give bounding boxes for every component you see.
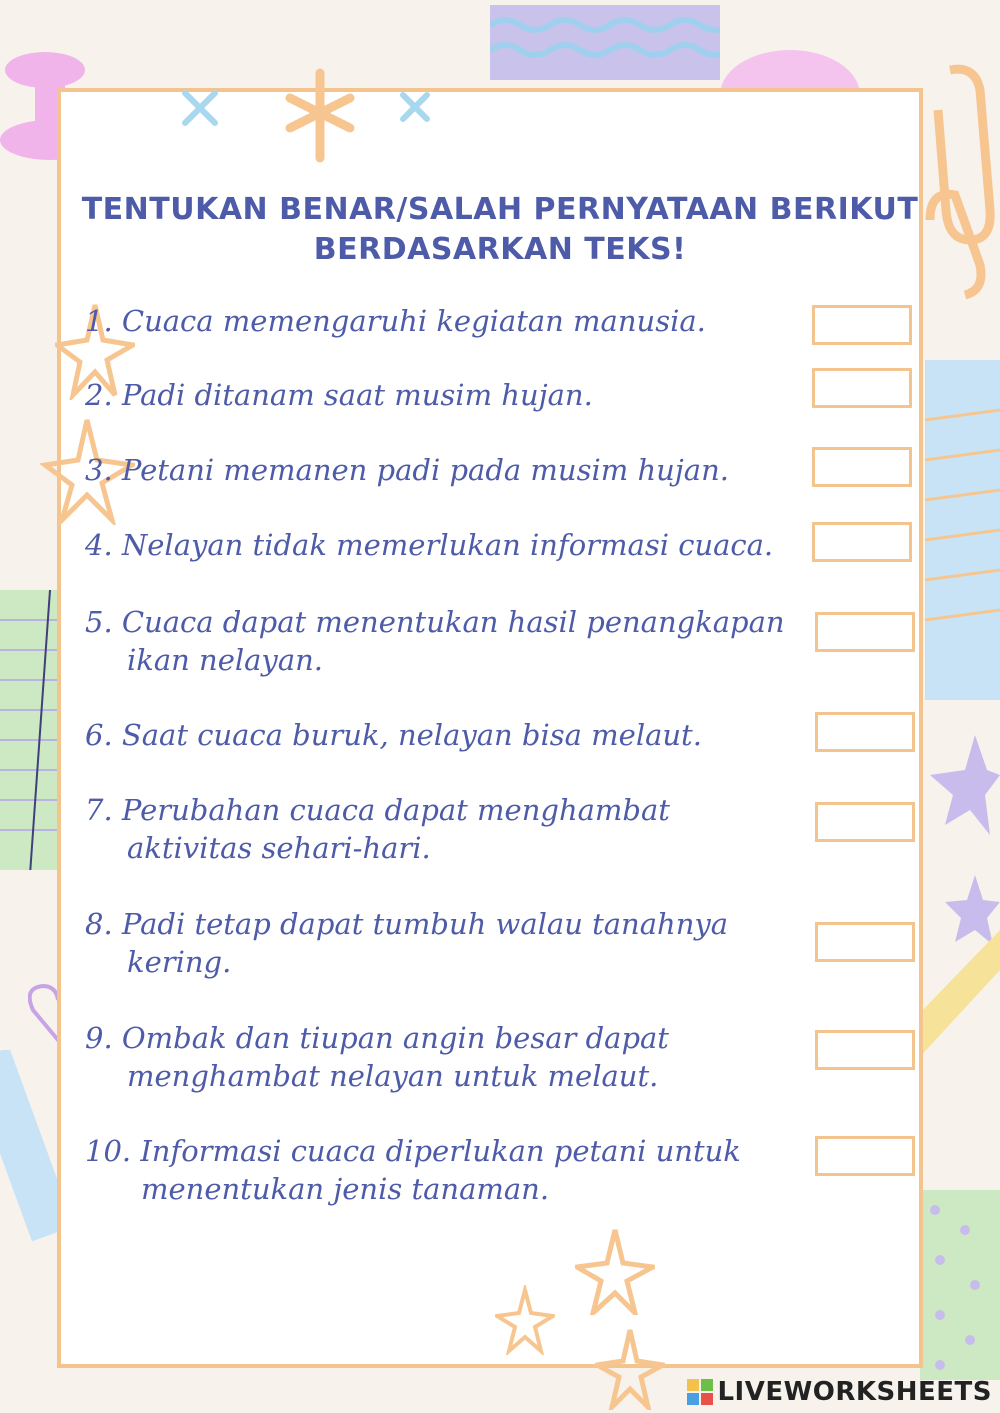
question-9: [85, 1019, 815, 1095]
liveworksheets-logo-icon: [687, 1379, 713, 1405]
question-5: [85, 603, 815, 679]
question-4: [85, 526, 815, 564]
answer-box-1[interactable]: [812, 305, 912, 345]
question-7: [85, 791, 815, 867]
paper-clip-icon: [920, 60, 1000, 300]
brand-text: LIVEWORKSHEETS: [717, 1377, 992, 1407]
title-line-1: TENTUKAN BENAR/SALAH PERNYATAAN BERIKUT: [81, 192, 919, 227]
answer-box-3[interactable]: [812, 447, 912, 487]
question-text-line-2: menghambat nelayan untuk melaut.: [127, 1059, 659, 1093]
cross-blue-1-icon: [180, 88, 220, 128]
question-text: 1. Cuaca memengaruhi kegiatan manusia.: [85, 304, 706, 338]
answer-box-6[interactable]: [815, 712, 915, 752]
question-text-line-2: menentukan jenis tanaman.: [141, 1172, 550, 1206]
question-text: 9. Ombak dan tiupan angin besar dapat: [85, 1021, 669, 1055]
star-outline-bottom-1-icon: [575, 1225, 655, 1315]
star-orange-top-icon: [285, 68, 355, 163]
star-outline-bottom-2-icon: [495, 1285, 555, 1355]
question-2: [85, 376, 815, 414]
cross-blue-2-icon: [398, 90, 432, 124]
question-text: 10. Informasi cuaca diperlukan petani untuk: [85, 1134, 741, 1168]
question-text: 6. Saat cuaca buruk, nelayan bisa melaut.: [85, 718, 702, 752]
question-text: 2. Padi ditanam saat musim hujan.: [85, 378, 593, 412]
question-10: [85, 1132, 815, 1208]
answer-box-5[interactable]: [815, 612, 915, 652]
question-text: 4. Nelayan tidak memerlukan informasi cuaca.: [85, 528, 774, 562]
question-8: [85, 905, 815, 981]
notepad-left: [0, 590, 60, 870]
answer-box-9[interactable]: [815, 1030, 915, 1070]
liveworksheets-brand[interactable]: [687, 1375, 992, 1409]
answer-box-10[interactable]: [815, 1136, 915, 1176]
question-text: 7. Perubahan cuaca dapat menghambat: [85, 793, 670, 827]
worksheet-title: [80, 190, 920, 270]
question-text-line-2: ikan nelayan.: [127, 643, 324, 677]
washi-tape-bottom-right: [920, 1190, 1000, 1380]
crayon-left: [0, 1050, 60, 1250]
star-outline-bottom-3-icon: [595, 1325, 665, 1410]
star-purple-icon: [925, 730, 1000, 840]
question-text: 3. Petani memanen padi pada musim hujan.: [85, 453, 729, 487]
question-text: 8. Padi tetap dapat tumbuh walau tanahnya: [85, 907, 729, 941]
question-text: 5. Cuaca dapat menentukan hasil penangkapan: [85, 605, 785, 639]
answer-box-4[interactable]: [812, 522, 912, 562]
question-3: [85, 451, 815, 489]
question-6: [85, 716, 815, 754]
question-text-line-2: aktivitas sehari-hari.: [127, 831, 431, 865]
answer-box-2[interactable]: [812, 368, 912, 408]
question-text-line-2: kering.: [127, 945, 232, 979]
title-line-2: BERDASARKAN TEKS!: [313, 232, 687, 267]
washi-tape-top: [490, 5, 720, 80]
question-1: [85, 302, 815, 340]
answer-box-8[interactable]: [815, 922, 915, 962]
notepad-right: [925, 360, 1000, 700]
answer-box-7[interactable]: [815, 802, 915, 842]
